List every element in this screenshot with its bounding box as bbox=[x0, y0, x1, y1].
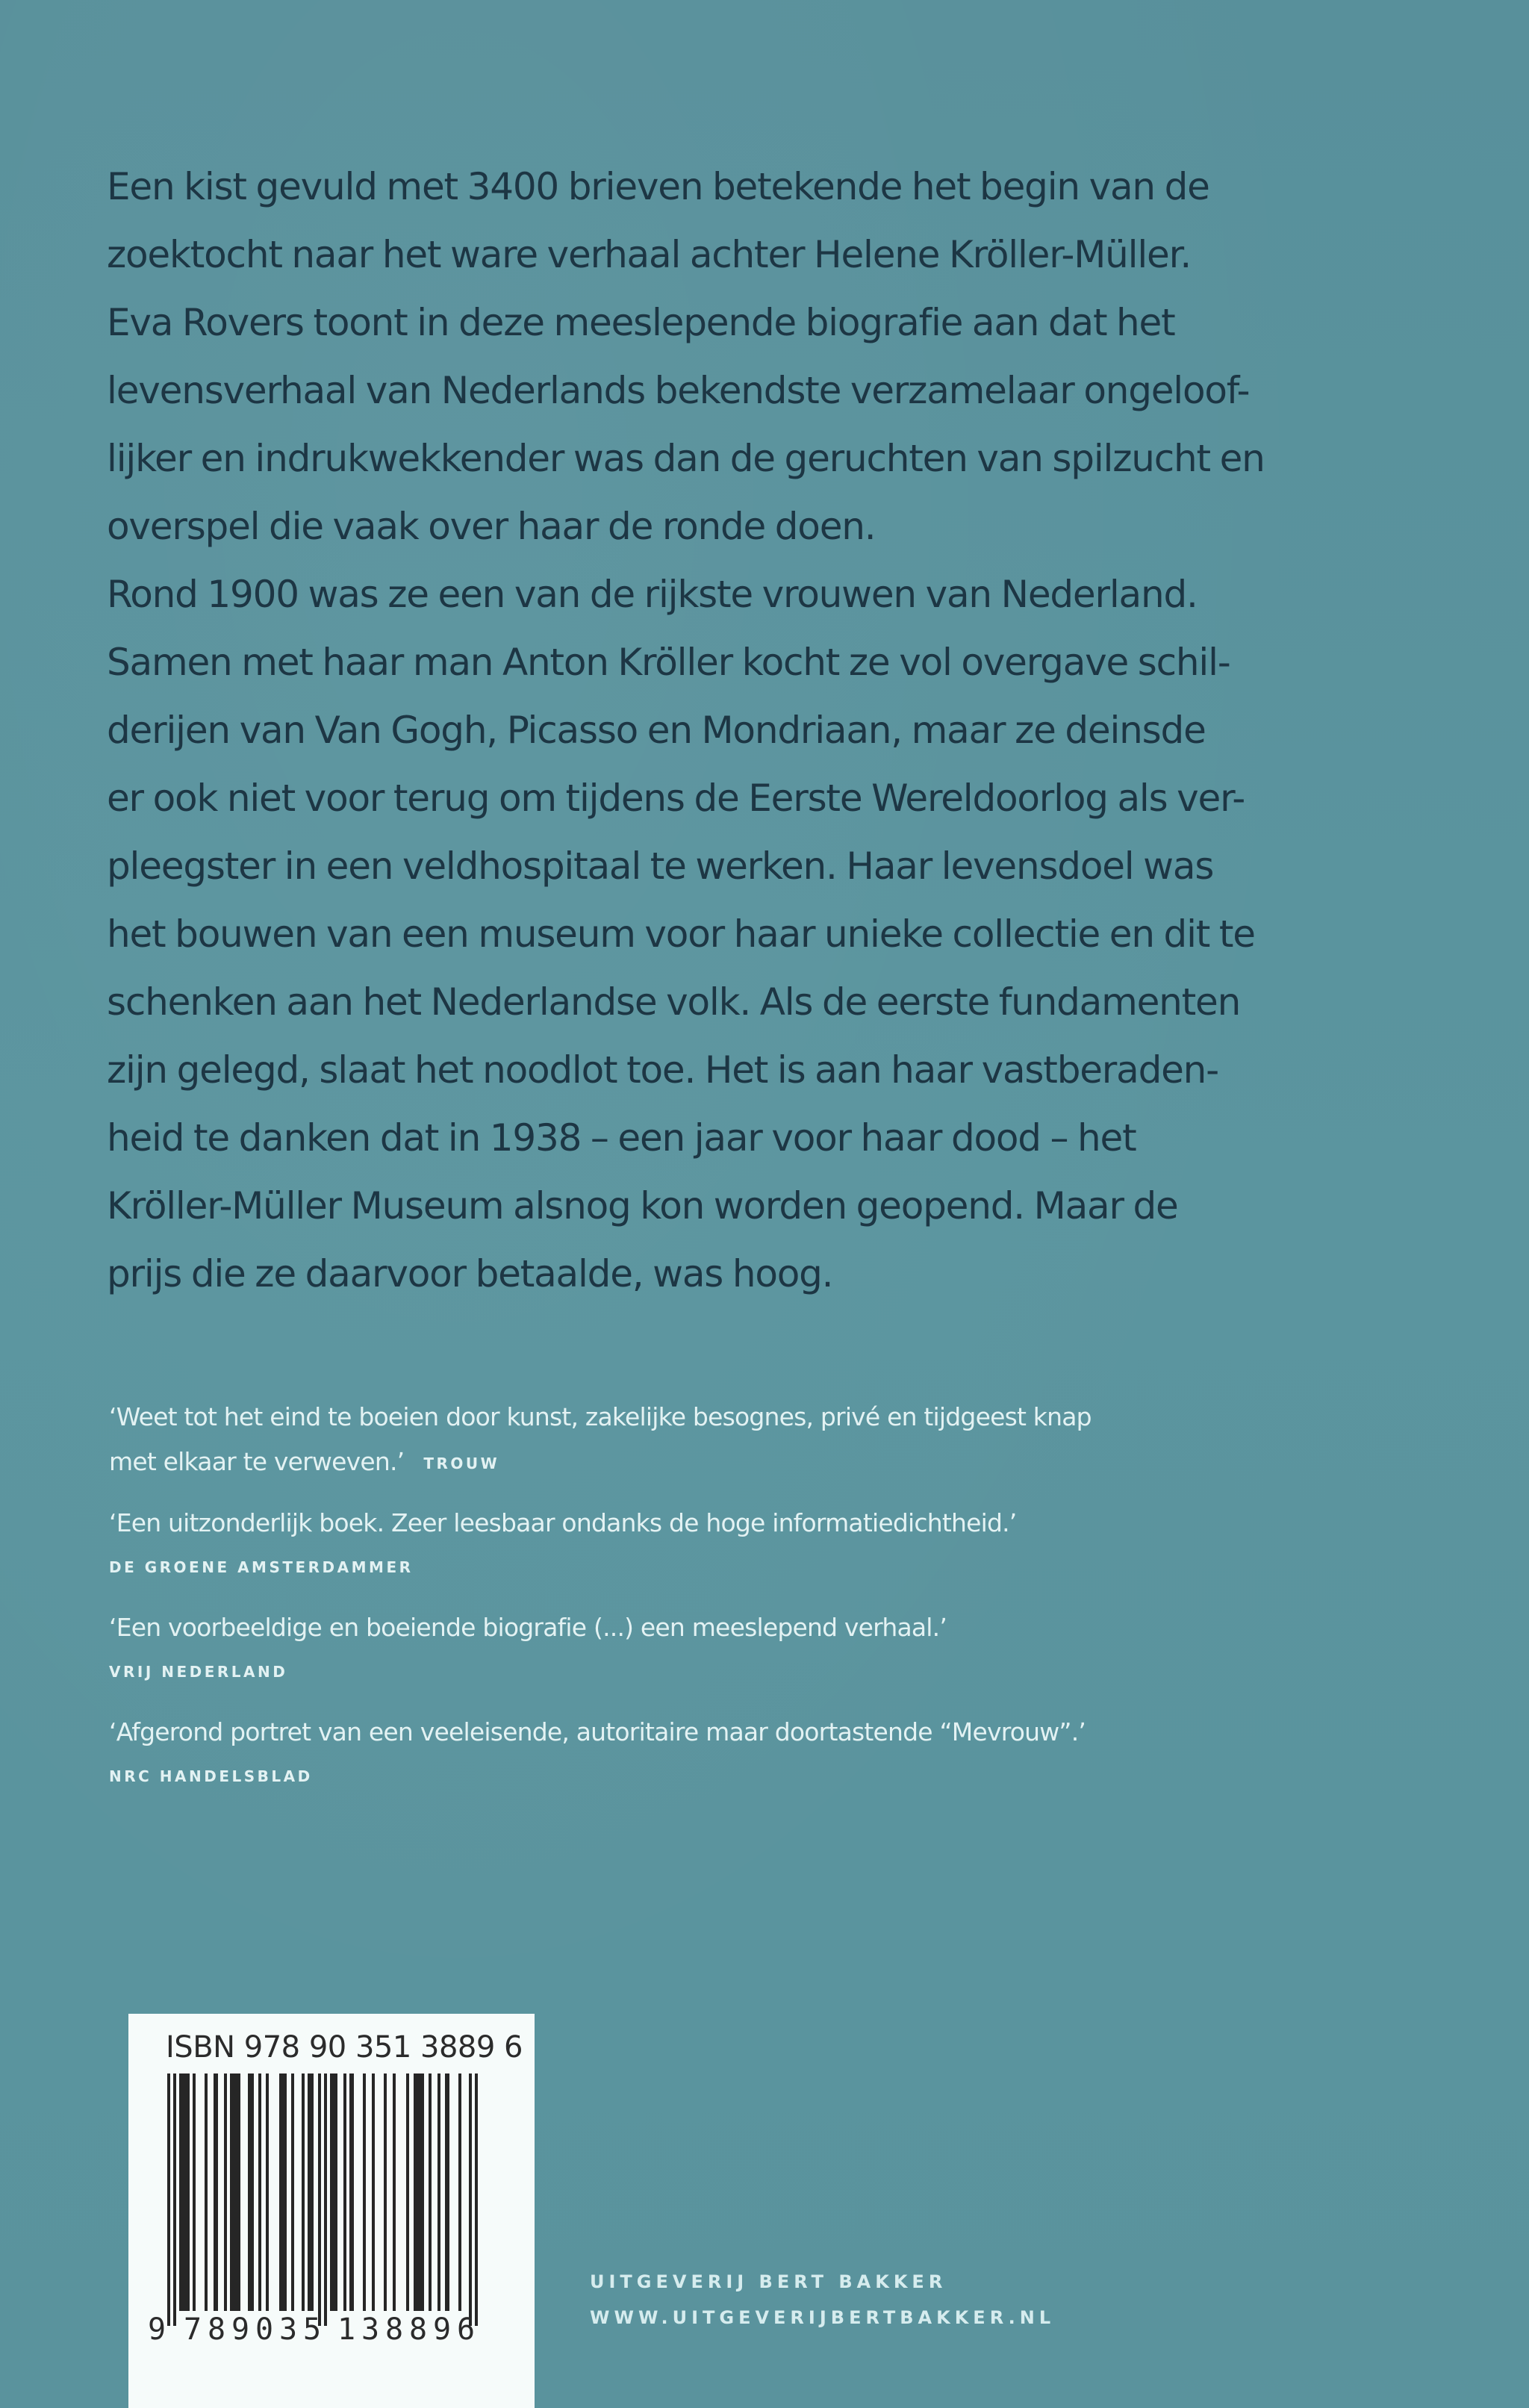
ean-digit: 9 bbox=[148, 2312, 166, 2347]
ean-digit: 8 bbox=[208, 2312, 226, 2347]
blurb-line: Samen met haar man Anton Kröller kocht ze vol overgave schil- bbox=[107, 641, 1230, 684]
ean-digit: 1 bbox=[337, 2312, 356, 2347]
review-quotes bbox=[109, 1395, 1498, 1798]
quote-text-with-source bbox=[109, 1440, 1498, 1484]
ean-digit: 6 bbox=[457, 2312, 476, 2347]
ean-digit: 0 bbox=[255, 2312, 274, 2347]
ean-digit: 7 bbox=[184, 2312, 202, 2347]
blurb-line: schenken aan het Nederlandse volk. Als de eerste fundamenten bbox=[107, 980, 1241, 1024]
quote-text: met elkaar te verweven.’ bbox=[109, 1447, 405, 1476]
blurb-line: zijn gelegd, slaat het noodlot toe. Het is aan haar vastberaden- bbox=[107, 1048, 1219, 1092]
blurb-line: heid te danken dat in 1938 – een jaar voor haar dood – het bbox=[107, 1116, 1136, 1160]
blurb-line: prijs die ze daarvoor betaalde, was hoog. bbox=[107, 1252, 833, 1295]
review-quote-vrij-nederland bbox=[109, 1605, 1498, 1693]
blurb-line: derijen van Van Gogh, Picasso en Mondriaan, maar ze deinsde bbox=[107, 709, 1206, 752]
blurb-line: lijker en indrukwekkender was dan de geruchten van spilzucht en bbox=[107, 437, 1265, 480]
quote-text: ‘Een voorbeeldige en boeiende biografie (...) een meeslepend verhaal.’ bbox=[109, 1613, 947, 1642]
ean-digit: 3 bbox=[279, 2312, 298, 2347]
review-quote-groene bbox=[109, 1501, 1498, 1589]
blurb-line: Kröller-Müller Museum alsnog kon worden geopend. Maar de bbox=[107, 1184, 1178, 1228]
blurb-line: Rond 1900 was ze een van de rijkste vrouwen van Nederland. bbox=[107, 573, 1198, 616]
quote-text: ‘Weet tot het eind te boeien door kunst, zakelijke besognes, privé en tijdgeest knap bbox=[109, 1402, 1092, 1431]
blurb-line: Eva Rovers toont in deze meeslepende biografie aan dat het bbox=[107, 301, 1175, 344]
ean-digit: 9 bbox=[231, 2312, 250, 2347]
ean-digit: 3 bbox=[361, 2312, 380, 2347]
blurb-line: pleegster in een veldhospitaal te werken. Haar levensdoel was bbox=[107, 844, 1214, 888]
blurb-line: zoektocht naar het ware verhaal achter Helene Kröller-Müller. bbox=[107, 233, 1192, 276]
blurb-line: het bouwen van een museum voor haar unieke collectie en dit te bbox=[107, 912, 1255, 956]
ean-digits bbox=[148, 2312, 491, 2357]
quote-source: VRIJ NEDERLAND bbox=[109, 1663, 288, 1681]
publisher-name: UITGEVERIJ BERT BAKKER bbox=[590, 2271, 947, 2292]
ean-digit: 8 bbox=[385, 2312, 404, 2347]
quote-source: NRC HANDELSBLAD bbox=[109, 1767, 313, 1785]
blurb-line: levensverhaal van Nederlands bekendste verzamelaar ongeloof- bbox=[107, 369, 1250, 412]
review-quote-nrc bbox=[109, 1710, 1498, 1798]
isbn-barcode bbox=[128, 2014, 535, 2408]
quote-source: TROUW bbox=[423, 1455, 500, 1472]
blurb-text bbox=[107, 153, 1451, 1308]
blurb-line: er ook niet voor terug om tijdens de Eerste Wereldoorlog als ver- bbox=[107, 777, 1245, 820]
barcode-icon bbox=[167, 2073, 481, 2326]
ean-digit: 8 bbox=[409, 2312, 428, 2347]
ean-digit: 9 bbox=[433, 2312, 452, 2347]
quote-text: ‘Een uitzonderlijk boek. Zeer leesbaar ondanks de hoge informatiedichtheid.’ bbox=[109, 1508, 1017, 1537]
quote-source: DE GROENE AMSTERDAMMER bbox=[109, 1558, 414, 1576]
publisher-website: WWW.UITGEVERIJBERTBAKKER.NL bbox=[590, 2307, 1056, 2328]
ean-digit: 5 bbox=[303, 2312, 322, 2347]
review-quote-trouw bbox=[109, 1395, 1498, 1484]
publisher-info bbox=[590, 2264, 1055, 2336]
blurb-line: Een kist gevuld met 3400 brieven betekende het begin van de bbox=[107, 165, 1209, 208]
quote-text: ‘Afgerond portret van een veeleisende, autoritaire maar doortastende “Mevrouw”.’ bbox=[109, 1717, 1086, 1746]
isbn-label: ISBN 978 90 351 3889 6 bbox=[166, 2030, 523, 2065]
blurb-line: overspel die vaak over haar de ronde doen. bbox=[107, 505, 876, 548]
